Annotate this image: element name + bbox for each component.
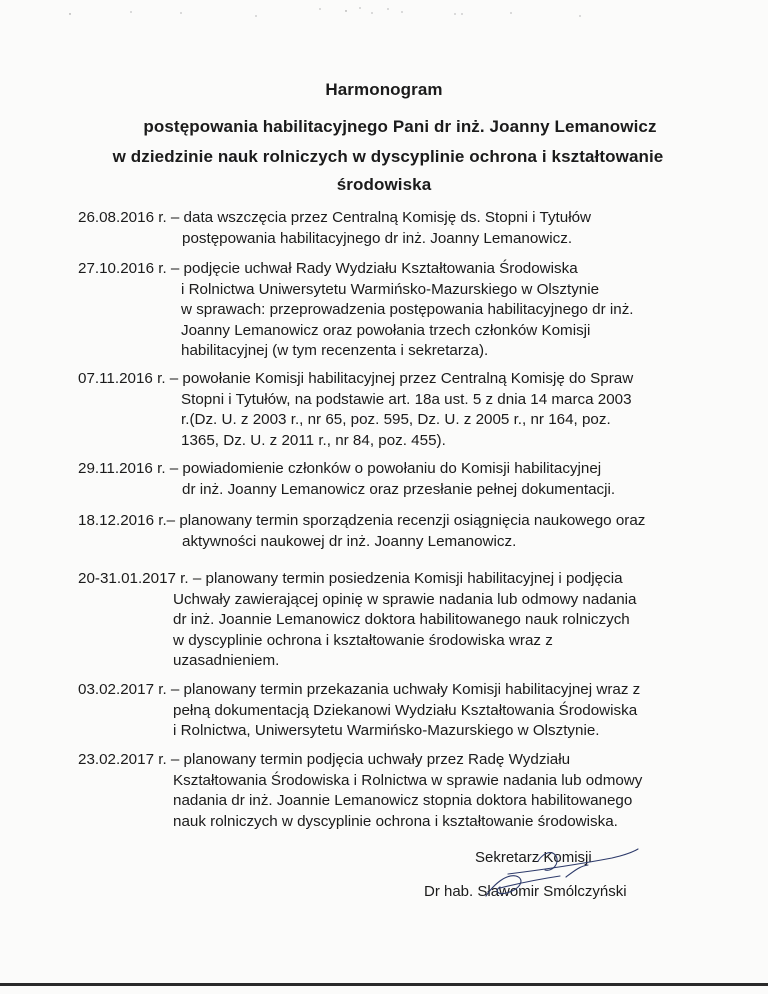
document-title: Harmonogram <box>325 80 443 99</box>
entry-text-line: dr inż. Joannie Lemanowicz doktora habilitowanego nauk rolniczych <box>173 611 630 628</box>
entry-text-line: postępowania habilitacyjnego dr inż. Joanny Lemanowicz. <box>182 229 573 247</box>
bottom-border <box>0 983 768 986</box>
entry-date-line: 18.12.2016 r.– planowany termin sporządzenia recenzji osiągnięcia naukowego oraz <box>78 512 646 529</box>
entry-text-line: aktywności naukowej dr inż. Joanny Lemanowicz. <box>182 532 517 550</box>
entry-text-line: Joanny Lemanowicz oraz powołania trzech członków Komisji <box>181 321 591 339</box>
entry-text-line: i Rolnictwa Uniwersytetu Warmińsko-Mazurskiego w Olsztynie <box>181 280 600 298</box>
entry-date-line: 07.11.2016 r. – powołanie Komisji habilitacyjnej przez Centralną Komisję do Spraw <box>78 370 634 387</box>
entry-text-line: w dyscyplinie ochrona i kształtowanie środowiska wraz z <box>173 631 553 649</box>
entry-text-line: i Rolnictwa, Uniwersytetu Warmińsko-Mazurskiego w Olsztynie. <box>173 722 600 739</box>
document-subtitle-line-1: postępowania habilitacyjnego Pani dr inż. Joanny Lemanowicz <box>143 117 657 136</box>
entry-text-line: dr inż. Joanny Lemanowicz oraz przesłanie pełnej dokumentacji. <box>182 480 616 498</box>
entry-text-line: nadania dr inż. Joannie Lemanowicz stopnia doktora habilitowanego <box>173 792 633 809</box>
signature-name: Dr hab. Sławomir Smólczyński <box>424 883 627 900</box>
entry-date-line: 26.08.2016 r. – data wszczęcia przez Centralną Komisję ds. Stopni i Tytułów <box>78 209 591 226</box>
entry-date-line: 29.11.2016 r. – powiadomienie członków o powołaniu do Komisji habilitacyjnej <box>78 460 602 477</box>
entry-text-line: r.(Dz. U. z 2003 r., nr 65, poz. 595, Dz. U. z 2005 r., nr 164, poz. <box>181 411 611 428</box>
entry-date-line: 23.02.2017 r. – planowany termin podjęcia uchwały przez Radę Wydziału <box>78 751 571 768</box>
entry-text-line: w sprawach: przeprowadzenia postępowania habilitacyjnego dr inż. <box>181 301 634 318</box>
entry-text-line: Kształtowania Środowiska i Rolnictwa w sprawie nadania lub odmowy <box>173 771 643 789</box>
entry-date-line: 20-31.01.2017 r. – planowany termin posiedzenia Komisji habilitacyjnej i podjęcia <box>78 570 623 587</box>
document-subtitle-line-3: środowiska <box>336 175 432 194</box>
entry-text-line: uzasadnieniem. <box>173 652 280 669</box>
entry-text-line: Uchwały zawierającej opinię w sprawie nadania lub odmowy nadania <box>173 590 637 608</box>
signature-role: Sekretarz Komisji <box>475 849 592 866</box>
entry-date-line: 03.02.2017 r. – planowany termin przekazania uchwały Komisji habilitacyjnej wraz z <box>78 681 641 698</box>
entry-date-line: 27.10.2016 r. – podjęcie uchwał Rady Wydziału Kształtowania Środowiska <box>78 260 578 277</box>
entry-text-line: nauk rolniczych w dyscyplinie ochrona i kształtowanie środowiska. <box>173 812 618 830</box>
document-subtitle-line-2: w dziedzinie nauk rolniczych w dyscyplinie ochrona i kształtowanie <box>112 147 664 166</box>
entry-text-line: habilitacyjnej (w tym recenzenta i sekretarza). <box>181 342 489 359</box>
entry-text-line: Stopni i Tytułów, na podstawie art. 18a ust. 5 z dnia 14 marca 2003 <box>181 390 632 408</box>
entry-text-line: 1365, Dz. U. z 2011 r., nr 84, poz. 455). <box>181 431 446 449</box>
entry-text-line: pełną dokumentacją Dziekanowi Wydziału Kształtowania Środowiska <box>173 701 638 719</box>
